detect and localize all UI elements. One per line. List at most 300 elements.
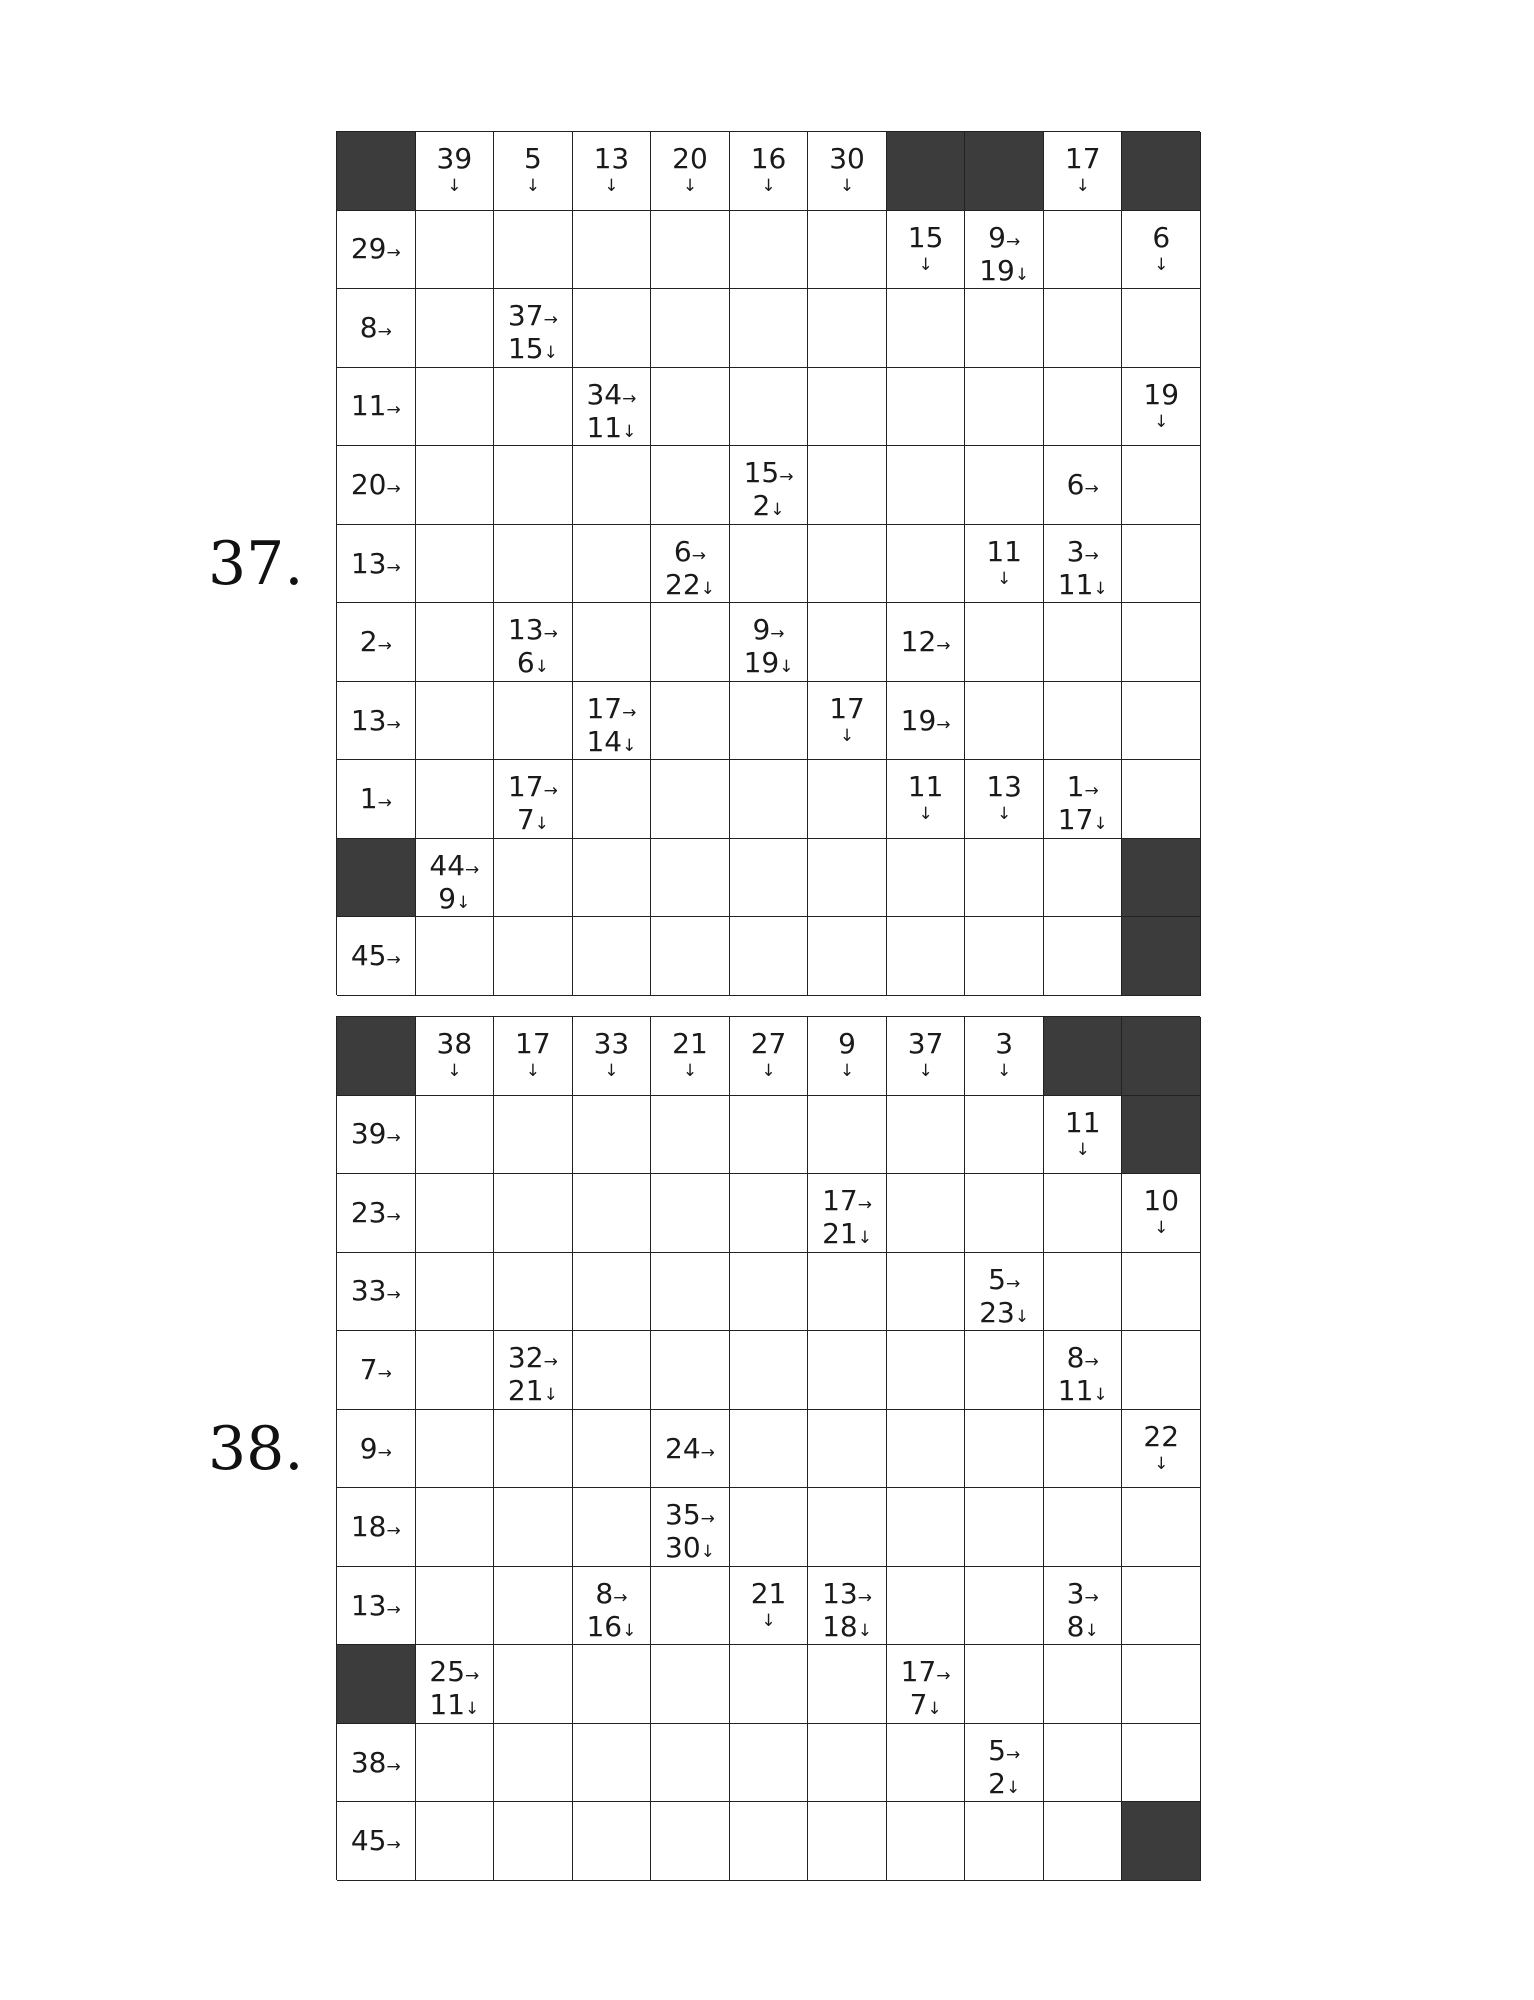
empty-cell[interactable]: [808, 603, 887, 682]
clue-cell: [651, 1488, 730, 1567]
empty-cell[interactable]: [1044, 1645, 1123, 1724]
clue-across-sum: 5→: [988, 1262, 1021, 1296]
empty-cell[interactable]: [730, 211, 809, 290]
empty-cell[interactable]: [887, 1488, 966, 1567]
clue-cell: [965, 1017, 1044, 1096]
empty-cell[interactable]: [887, 1253, 966, 1332]
clue-down-sum: 15: [907, 220, 944, 254]
empty-cell[interactable]: [573, 760, 652, 839]
puzzle-38-label: 38.: [208, 1414, 304, 1484]
arrow-right-icon: →: [691, 545, 706, 566]
clue-down-sum: 11: [907, 770, 944, 804]
empty-cell[interactable]: [965, 1567, 1044, 1646]
empty-cell[interactable]: [1122, 289, 1201, 368]
empty-cell[interactable]: [1044, 1724, 1123, 1803]
arrow-down-icon: ↓: [456, 892, 471, 913]
clue-down-sum: 19↓: [979, 253, 1030, 287]
empty-cell[interactable]: [416, 1410, 495, 1489]
empty-cell[interactable]: [887, 1724, 966, 1803]
empty-cell[interactable]: [573, 839, 652, 918]
clue-cell: [337, 211, 416, 290]
empty-cell[interactable]: [573, 1096, 652, 1175]
empty-cell[interactable]: [808, 1724, 887, 1803]
empty-cell[interactable]: [808, 1802, 887, 1881]
empty-cell[interactable]: [651, 1096, 730, 1175]
empty-cell[interactable]: [416, 1802, 495, 1881]
empty-cell[interactable]: [887, 1802, 966, 1881]
empty-cell[interactable]: [1122, 525, 1201, 604]
empty-cell[interactable]: [651, 682, 730, 761]
clue-across-sum: 44→: [429, 848, 480, 882]
arrow-down-icon: ↓: [839, 725, 855, 746]
arrow-right-icon: →: [543, 310, 558, 331]
empty-cell[interactable]: [1122, 1724, 1201, 1803]
empty-cell[interactable]: [1044, 603, 1123, 682]
empty-cell[interactable]: [416, 682, 495, 761]
clue-across-sum: 38→: [350, 1745, 401, 1779]
arrow-right-icon: →: [1084, 1587, 1099, 1608]
empty-cell[interactable]: [494, 1253, 573, 1332]
empty-cell[interactable]: [887, 1096, 966, 1175]
clue-across-sum: 45→: [350, 1824, 401, 1858]
clue-across-sum: 13→: [350, 1588, 401, 1622]
arrow-down-icon: ↓: [525, 176, 540, 196]
arrow-down-icon: ↓: [927, 1699, 942, 1720]
empty-cell[interactable]: [965, 1096, 1044, 1175]
empty-cell[interactable]: [573, 211, 652, 290]
arrow-right-icon: →: [857, 1587, 872, 1608]
empty-cell[interactable]: [573, 1331, 652, 1410]
arrow-down-icon: ↓: [761, 1061, 776, 1081]
clue-down-sum: 10: [1143, 1184, 1180, 1218]
clue-cell: [887, 603, 966, 682]
empty-cell[interactable]: [651, 1724, 730, 1803]
clue-down-sum: 14↓: [586, 724, 637, 758]
empty-cell[interactable]: [651, 368, 730, 447]
arrow-right-icon: →: [386, 714, 401, 735]
clue-across-sum: 17→: [586, 691, 637, 725]
empty-cell[interactable]: [1044, 368, 1123, 447]
arrow-right-icon: →: [543, 781, 558, 802]
empty-cell[interactable]: [965, 368, 1044, 447]
arrow-down-icon: ↓: [839, 176, 855, 196]
clue-cell: [494, 760, 573, 839]
empty-cell[interactable]: [573, 1410, 652, 1489]
clue-cell: [887, 760, 966, 839]
empty-cell[interactable]: [808, 1331, 887, 1410]
empty-cell[interactable]: [730, 368, 809, 447]
empty-cell[interactable]: [730, 1096, 809, 1175]
empty-cell[interactable]: [1044, 1488, 1123, 1567]
empty-cell[interactable]: [494, 839, 573, 918]
clue-down-sum: 37: [907, 1027, 944, 1060]
clue-cell: [730, 1567, 809, 1646]
empty-cell[interactable]: [965, 917, 1044, 996]
empty-cell[interactable]: [416, 289, 495, 368]
empty-cell[interactable]: [651, 1331, 730, 1410]
clue-cell: [965, 525, 1044, 604]
empty-cell[interactable]: [887, 1410, 966, 1489]
arrow-down-icon: ↓: [918, 254, 933, 275]
arrow-down-icon: ↓: [1093, 1385, 1108, 1406]
empty-cell[interactable]: [416, 525, 495, 604]
empty-cell[interactable]: [730, 1645, 809, 1724]
arrow-down-icon: ↓: [1154, 1218, 1169, 1239]
empty-cell[interactable]: [965, 1174, 1044, 1253]
arrow-down-icon: ↓: [1093, 814, 1108, 835]
arrow-down-icon: ↓: [761, 1610, 776, 1631]
empty-cell[interactable]: [651, 1174, 730, 1253]
empty-cell[interactable]: [730, 525, 809, 604]
clue-across-sum: 24→: [665, 1431, 715, 1465]
empty-cell[interactable]: [965, 839, 1044, 918]
clue-down-sum: 38: [436, 1027, 473, 1060]
arrow-right-icon: →: [779, 467, 794, 488]
empty-cell[interactable]: [416, 1488, 495, 1567]
arrow-right-icon: →: [936, 636, 951, 657]
empty-cell[interactable]: [494, 368, 573, 447]
clue-cell: [494, 1331, 573, 1410]
arrow-down-icon: ↓: [918, 804, 933, 825]
empty-cell[interactable]: [573, 1645, 652, 1724]
clue-cell: [1122, 211, 1201, 290]
clue-cell: [887, 682, 966, 761]
arrow-down-icon: ↓: [622, 735, 637, 756]
empty-cell[interactable]: [808, 760, 887, 839]
arrow-right-icon: →: [465, 1666, 480, 1687]
empty-cell[interactable]: [494, 682, 573, 761]
empty-cell[interactable]: [651, 1645, 730, 1724]
clue-cell: [887, 211, 966, 290]
clue-down-sum: 9↓: [438, 881, 471, 915]
arrow-down-icon: ↓: [1075, 1139, 1090, 1160]
arrow-down-icon: ↓: [918, 1061, 933, 1081]
arrow-down-icon: ↓: [682, 176, 698, 196]
empty-cell[interactable]: [965, 1331, 1044, 1410]
empty-cell[interactable]: [651, 1253, 730, 1332]
arrow-down-icon: ↓: [700, 1542, 715, 1563]
empty-cell[interactable]: [808, 839, 887, 918]
empty-cell[interactable]: [573, 446, 652, 525]
empty-cell[interactable]: [416, 1724, 495, 1803]
empty-cell[interactable]: [808, 289, 887, 368]
clue-across-sum: 34→: [586, 377, 637, 411]
arrow-down-icon: ↓: [857, 1620, 872, 1641]
empty-cell[interactable]: [1122, 682, 1201, 761]
clue-cell: [1044, 1331, 1123, 1410]
empty-cell[interactable]: [651, 760, 730, 839]
clue-across-sum: 11→: [350, 389, 401, 423]
clue-down-sum: 2↓: [988, 1766, 1021, 1800]
black-cell: [965, 132, 1044, 211]
empty-cell[interactable]: [494, 525, 573, 604]
clue-across-sum: 5→: [988, 1733, 1021, 1767]
arrow-right-icon: →: [1005, 231, 1021, 252]
empty-cell[interactable]: [494, 446, 573, 525]
clue-down-sum: 11: [986, 534, 1022, 568]
arrow-right-icon: →: [386, 1128, 401, 1149]
black-cell: [1122, 839, 1201, 918]
empty-cell[interactable]: [651, 211, 730, 290]
empty-cell[interactable]: [494, 1567, 573, 1646]
empty-cell[interactable]: [808, 917, 887, 996]
empty-cell[interactable]: [573, 917, 652, 996]
empty-cell[interactable]: [1122, 1331, 1201, 1410]
puzzle-38-grid: [336, 1016, 1200, 1880]
empty-cell[interactable]: [494, 1096, 573, 1175]
arrow-right-icon: →: [386, 1521, 401, 1542]
empty-cell[interactable]: [573, 1488, 652, 1567]
clue-across-sum: 15→: [743, 456, 794, 490]
empty-cell[interactable]: [887, 839, 966, 918]
arrow-right-icon: →: [465, 859, 480, 880]
clue-cell: [730, 1017, 809, 1096]
clue-cell: [1044, 1567, 1123, 1646]
clue-down-sum: 17: [1064, 142, 1101, 175]
empty-cell[interactable]: [887, 289, 966, 368]
arrow-down-icon: ↓: [1084, 1620, 1099, 1641]
arrow-down-icon: ↓: [1014, 1306, 1030, 1327]
empty-cell[interactable]: [494, 1174, 573, 1253]
empty-cell[interactable]: [494, 917, 573, 996]
empty-cell[interactable]: [651, 289, 730, 368]
empty-cell[interactable]: [730, 1253, 809, 1332]
arrow-down-icon: ↓: [465, 1699, 480, 1720]
empty-cell[interactable]: [1044, 917, 1123, 996]
empty-cell[interactable]: [651, 446, 730, 525]
arrow-right-icon: →: [622, 702, 637, 723]
clue-across-sum: 23→: [350, 1195, 401, 1229]
empty-cell[interactable]: [808, 525, 887, 604]
clue-cell: [337, 446, 416, 525]
arrow-right-icon: →: [386, 1206, 401, 1227]
empty-cell[interactable]: [573, 1174, 652, 1253]
black-cell: [1122, 132, 1201, 211]
empty-cell[interactable]: [651, 1567, 730, 1646]
empty-cell[interactable]: [651, 603, 730, 682]
arrow-right-icon: →: [1005, 1744, 1021, 1765]
clue-down-sum: 11↓: [1057, 567, 1108, 601]
empty-cell[interactable]: [494, 211, 573, 290]
empty-cell[interactable]: [494, 1724, 573, 1803]
empty-cell[interactable]: [730, 682, 809, 761]
empty-cell[interactable]: [730, 1802, 809, 1881]
clue-across-sum: 6→: [673, 534, 706, 568]
clue-cell: [494, 1017, 573, 1096]
empty-cell[interactable]: [965, 603, 1044, 682]
empty-cell[interactable]: [965, 1645, 1044, 1724]
empty-cell[interactable]: [808, 1253, 887, 1332]
empty-cell[interactable]: [416, 1253, 495, 1332]
arrow-down-icon: ↓: [761, 176, 776, 196]
clue-down-sum: 13: [593, 142, 630, 175]
clue-down-sum: 11: [1064, 1105, 1101, 1139]
clue-cell: [337, 603, 416, 682]
clue-cell: [1122, 1174, 1201, 1253]
empty-cell[interactable]: [416, 1331, 495, 1410]
empty-cell[interactable]: [808, 1096, 887, 1175]
arrow-down-icon: ↓: [700, 578, 715, 599]
empty-cell[interactable]: [651, 839, 730, 918]
empty-cell[interactable]: [965, 446, 1044, 525]
empty-cell[interactable]: [573, 525, 652, 604]
clue-cell: [416, 1645, 495, 1724]
arrow-down-icon: ↓: [1014, 264, 1030, 285]
empty-cell[interactable]: [730, 760, 809, 839]
empty-cell[interactable]: [730, 1410, 809, 1489]
empty-cell[interactable]: [573, 1802, 652, 1881]
empty-cell[interactable]: [887, 917, 966, 996]
arrow-right-icon: →: [543, 624, 558, 645]
empty-cell[interactable]: [730, 1488, 809, 1567]
arrow-right-icon: →: [543, 1352, 558, 1373]
clue-cell: [808, 1174, 887, 1253]
empty-cell[interactable]: [887, 525, 966, 604]
empty-cell[interactable]: [808, 1410, 887, 1489]
empty-cell[interactable]: [1122, 603, 1201, 682]
empty-cell[interactable]: [1122, 1253, 1201, 1332]
empty-cell[interactable]: [730, 917, 809, 996]
empty-cell[interactable]: [416, 1174, 495, 1253]
clue-across-sum: 8→: [1066, 1341, 1099, 1375]
clue-down-sum: 23↓: [979, 1295, 1030, 1329]
empty-cell[interactable]: [416, 760, 495, 839]
arrow-down-icon: ↓: [604, 176, 619, 196]
clue-cell: [1044, 760, 1123, 839]
black-cell: [1122, 917, 1201, 996]
clue-cell: [1044, 1096, 1123, 1175]
clue-cell: [965, 211, 1044, 290]
empty-cell[interactable]: [887, 1567, 966, 1646]
empty-cell[interactable]: [808, 1488, 887, 1567]
empty-cell[interactable]: [1122, 1567, 1201, 1646]
clue-cell: [1044, 525, 1123, 604]
empty-cell[interactable]: [573, 603, 652, 682]
clue-cell: [965, 760, 1044, 839]
empty-cell[interactable]: [1044, 1410, 1123, 1489]
empty-cell[interactable]: [573, 1253, 652, 1332]
empty-cell[interactable]: [1122, 1488, 1201, 1567]
empty-cell[interactable]: [1044, 682, 1123, 761]
clue-down-sum: 30↓: [665, 1531, 715, 1565]
clue-cell: [808, 682, 887, 761]
empty-cell[interactable]: [416, 917, 495, 996]
empty-cell[interactable]: [651, 1802, 730, 1881]
empty-cell[interactable]: [965, 682, 1044, 761]
empty-cell[interactable]: [494, 1802, 573, 1881]
clue-cell: [730, 446, 809, 525]
arrow-down-icon: ↓: [525, 1061, 540, 1081]
clue-across-sum: 8→: [595, 1576, 628, 1610]
empty-cell[interactable]: [1044, 289, 1123, 368]
clue-down-sum: 33: [593, 1027, 630, 1060]
empty-cell[interactable]: [808, 446, 887, 525]
empty-cell[interactable]: [494, 1488, 573, 1567]
empty-cell[interactable]: [494, 1645, 573, 1724]
empty-cell[interactable]: [730, 1174, 809, 1253]
clue-across-sum: 32→: [507, 1341, 558, 1375]
empty-cell[interactable]: [1044, 839, 1123, 918]
empty-cell[interactable]: [887, 368, 966, 447]
clue-across-sum: 18→: [350, 1510, 401, 1544]
empty-cell[interactable]: [965, 1488, 1044, 1567]
clue-down-sum: 3: [995, 1027, 1014, 1060]
empty-cell[interactable]: [1044, 1802, 1123, 1881]
empty-cell[interactable]: [1044, 1174, 1123, 1253]
empty-cell[interactable]: [808, 1645, 887, 1724]
clue-cell: [337, 1802, 416, 1881]
empty-cell[interactable]: [965, 1410, 1044, 1489]
empty-cell[interactable]: [651, 917, 730, 996]
empty-cell[interactable]: [1122, 1645, 1201, 1724]
empty-cell[interactable]: [730, 839, 809, 918]
puzzle-37-label: 37.: [208, 529, 304, 599]
empty-cell[interactable]: [416, 1096, 495, 1175]
empty-cell[interactable]: [416, 1567, 495, 1646]
empty-cell[interactable]: [416, 211, 495, 290]
clue-down-sum: 20: [672, 142, 708, 175]
empty-cell[interactable]: [808, 211, 887, 290]
clue-cell: [416, 132, 495, 211]
empty-cell[interactable]: [1122, 446, 1201, 525]
arrow-down-icon: ↓: [1154, 411, 1169, 432]
clue-across-sum: 13→: [350, 703, 401, 737]
empty-cell[interactable]: [730, 1331, 809, 1410]
black-cell: [337, 839, 416, 918]
empty-cell[interactable]: [730, 289, 809, 368]
puzzle-37-grid: [336, 131, 1200, 995]
empty-cell[interactable]: [808, 368, 887, 447]
clue-cell: [337, 525, 416, 604]
clue-down-sum: 17: [515, 1027, 551, 1060]
clue-across-sum: 9→: [752, 613, 785, 647]
clue-down-sum: 11↓: [429, 1688, 480, 1722]
empty-cell[interactable]: [573, 289, 652, 368]
clue-across-sum: 20→: [350, 467, 401, 501]
empty-cell[interactable]: [887, 446, 966, 525]
clue-across-sum: 1→: [1066, 770, 1099, 804]
empty-cell[interactable]: [573, 1724, 652, 1803]
clue-down-sum: 11↓: [586, 410, 637, 444]
clue-cell: [651, 525, 730, 604]
empty-cell[interactable]: [416, 603, 495, 682]
arrow-right-icon: →: [386, 478, 401, 499]
empty-cell[interactable]: [730, 1724, 809, 1803]
empty-cell[interactable]: [965, 1802, 1044, 1881]
arrow-down-icon: ↓: [543, 343, 558, 364]
clue-cell: [337, 1331, 416, 1410]
arrow-down-icon: ↓: [857, 1228, 872, 1249]
clue-across-sum: 37→: [507, 299, 558, 333]
empty-cell[interactable]: [494, 1410, 573, 1489]
empty-cell[interactable]: [1044, 1253, 1123, 1332]
empty-cell[interactable]: [1122, 760, 1201, 839]
empty-cell[interactable]: [965, 289, 1044, 368]
empty-cell[interactable]: [1044, 211, 1123, 290]
clue-cell: [887, 1017, 966, 1096]
clue-across-sum: 45→: [350, 939, 401, 973]
clue-down-sum: 21↓: [822, 1217, 872, 1251]
clue-down-sum: 21: [672, 1027, 708, 1060]
clue-down-sum: 6↓: [516, 646, 549, 680]
arrow-down-icon: ↓: [1005, 1777, 1021, 1798]
empty-cell[interactable]: [887, 1174, 966, 1253]
arrow-right-icon: →: [770, 624, 785, 645]
empty-cell[interactable]: [416, 446, 495, 525]
empty-cell[interactable]: [887, 1331, 966, 1410]
empty-cell[interactable]: [416, 368, 495, 447]
clue-down-sum: 21: [750, 1576, 787, 1610]
